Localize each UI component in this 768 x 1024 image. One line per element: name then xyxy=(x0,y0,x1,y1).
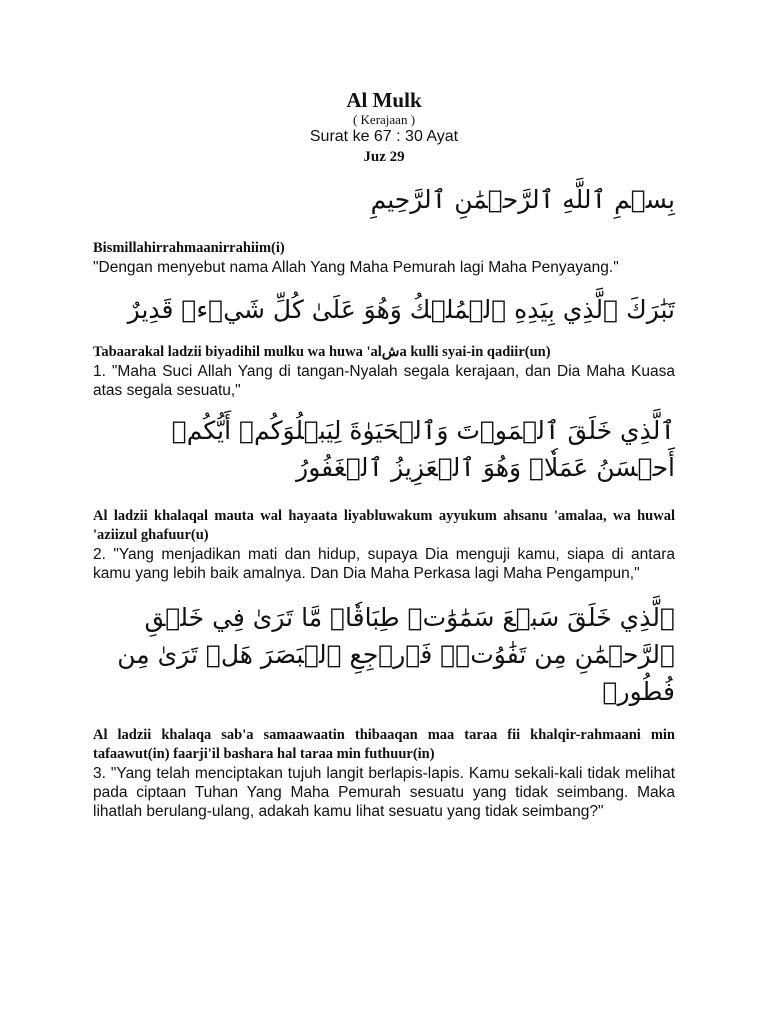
verse-3-translation: 3. "Yang telah menciptakan tujuh langit berlapis-lapis. Kamu sekali-kali tidak melihat pada ciptaan Tuhan Yang Maha Pemurah sesuatu yang tidak seimbang. Maka lihatlah berulang-ulang, adakah kamu lihat sesuatu yang tidak seimbang?" xyxy=(93,765,675,820)
document-header xyxy=(93,88,675,167)
verse-3-arabic: ٱلَّذِي خَلَقَ سَبۡعَ سَمَٰوَٰتٖ طِبَاقٗاۖ مَّا تَرَىٰ فِي خَلۡقِ ٱلرَّحۡمَٰنِ مِن تَفَٰوُتٖۖ فَٱرۡجِعِ ٱلۡبَصَرَ هَلۡ تَرَىٰ مِن فُطُورٖ xyxy=(117,603,675,706)
bismillah-translation: "Dengan menyebut nama Allah Yang Maha Pemurah lagi Maha Penyayang." xyxy=(93,259,619,276)
juz-label: Juz 29 xyxy=(363,149,405,165)
bismillah-arabic: بِسۡمِ ٱللَّهِ ٱلرَّحۡمَٰنِ ٱلرَّحِيمِ xyxy=(370,185,675,214)
document-page xyxy=(93,0,675,821)
verse-1-transliteration: Tabaarakal ladzii biyadihil mulku wa huwa 'alشa kulli syai-in qadiir(un) xyxy=(93,344,551,360)
surah-info: Surat ke 67 : 30 Ayat xyxy=(309,128,459,145)
verse-1 xyxy=(93,291,675,400)
verse-2 xyxy=(93,412,675,583)
bismillah-block xyxy=(93,181,675,277)
verse-2-transliteration: Al ladzii khalaqal mauta wal hayaata liyabluwakum ayyukum ahsanu 'amalaa, wa huwal 'aziizul ghafuur(u) xyxy=(93,508,675,543)
verse-1-arabic: تَبَٰرَكَ ٱلَّذِي بِيَدِهِ ٱلۡمُلۡكُ وَهُوَ عَلَىٰ كُلِّ شَيۡءٖ قَدِيرٌ xyxy=(127,295,675,324)
verse-1-translation: 1. "Maha Suci Allah Yang di tangan-Nyalah segala kerajaan, dan Dia Maha Kuasa atas segala sesuatu," xyxy=(93,363,675,399)
verse-3 xyxy=(93,599,675,821)
surah-title: Al Mulk xyxy=(346,88,422,112)
verse-3-transliteration: Al ladzii khalaqa sab'a samaawaatin thibaaqan maa taraa fii khalqir-rahmaani min tafaawut(in) faarji'il bashara hal taraa min futhuur(in) xyxy=(93,727,675,762)
verse-2-arabic: ٱلَّذِي خَلَقَ ٱلۡمَوۡتَ وَٱلۡحَيَوٰةَ لِيَبۡلُوَكُمۡ أَيُّكُمۡ أَحۡسَنُ عَمَلٗاۚ وَهُوَ ٱلۡعَزِيزُ ٱلۡغَفُورُ xyxy=(171,416,675,482)
bismillah-transliteration: Bismillahirrahmaanirrahiim(i) xyxy=(93,240,285,256)
surah-subtitle: ( Kerajaan ) xyxy=(352,112,416,127)
verse-2-translation: 2. "Yang menjadikan mati dan hidup, supaya Dia menguji kamu, siapa di antara kamu yang lebih baik amalnya. Dan Dia Maha Perkasa lagi Maha Pengampun," xyxy=(93,546,675,582)
